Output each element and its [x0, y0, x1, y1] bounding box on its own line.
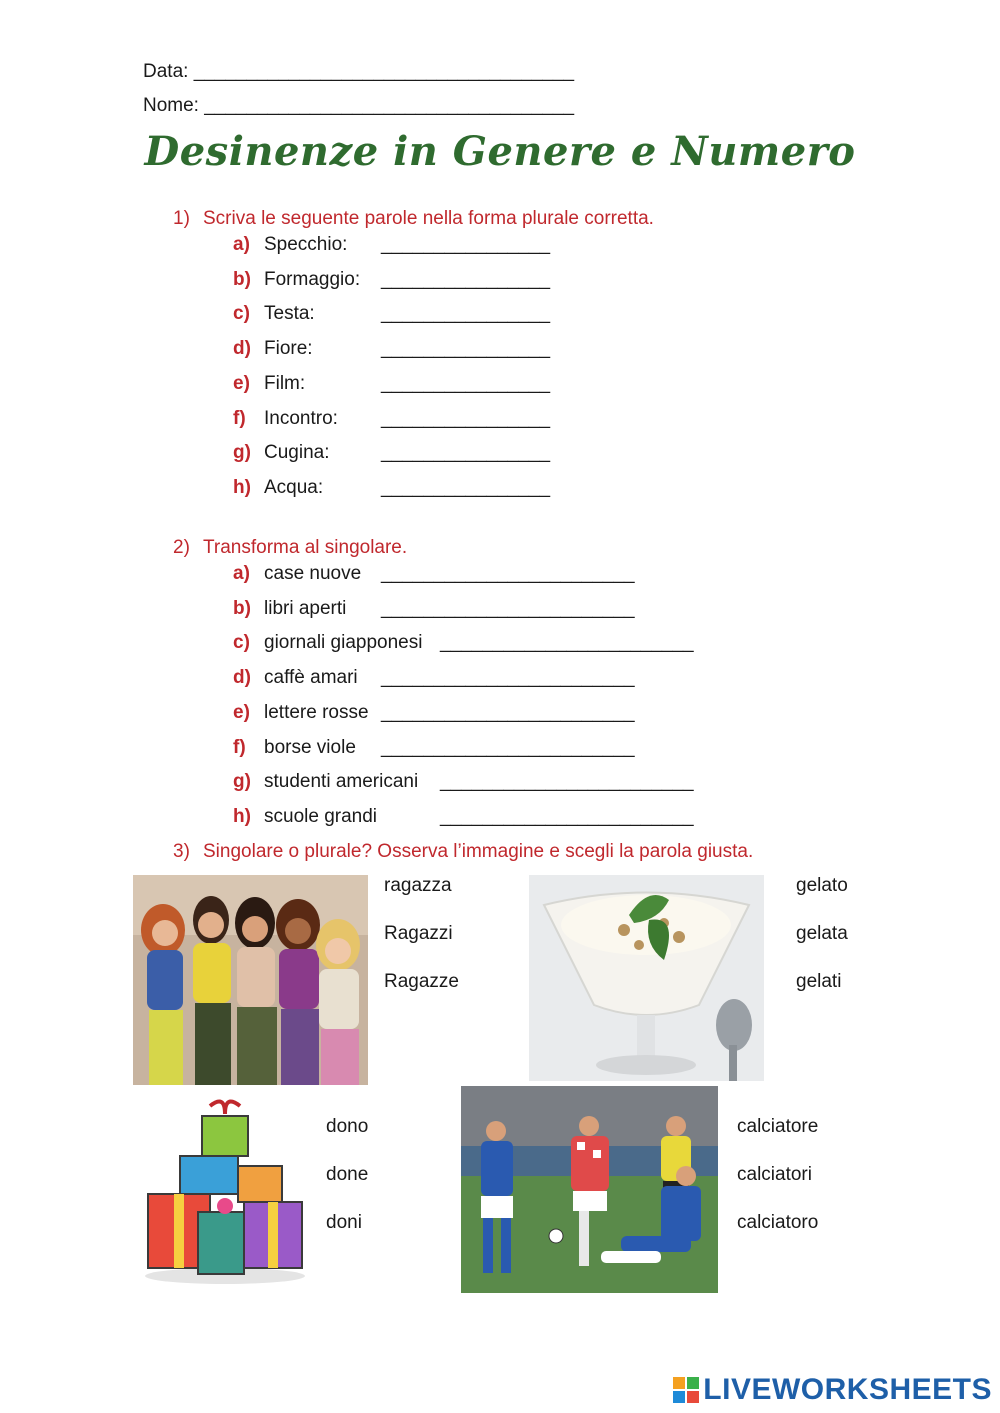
exercise1-item-word: Testa:	[264, 303, 315, 325]
exercise2-item	[233, 806, 793, 832]
exercise2-item	[233, 667, 793, 693]
option-calciatore[interactable]: calciatore	[737, 1116, 819, 1137]
girls-group-photo	[133, 875, 368, 1085]
exercise2-item-letter: a)	[233, 563, 250, 584]
exercise1-item-letter: e)	[233, 372, 250, 394]
exercise2-item-word: studenti americani	[264, 771, 419, 793]
exercise3-text: Singolare o plurale? Osserva l’immagine e scegli la parola giusta.	[203, 841, 754, 862]
exercise2-item	[233, 563, 793, 589]
name-field	[143, 95, 574, 117]
exercise1-item-word: Formaggio:	[264, 268, 361, 290]
exercise2-prompt	[173, 537, 407, 559]
liveworksheets-logo	[673, 1373, 992, 1407]
exercise1-item-letter: h)	[233, 476, 251, 498]
exercise1-answer-blank[interactable]: ________________	[381, 338, 551, 360]
date-field	[143, 61, 574, 83]
exercise1-item-word: Fiore:	[264, 338, 313, 360]
exercise2-item	[233, 771, 793, 797]
girl-3	[235, 897, 277, 1085]
exercise1-item	[233, 373, 793, 399]
exercise1-item	[233, 408, 793, 434]
option-doni[interactable]: doni	[326, 1212, 362, 1233]
exercise1-answer-blank[interactable]: ________________	[381, 303, 551, 325]
exercise1-item-letter: d)	[233, 338, 251, 360]
exercise2-item	[233, 598, 793, 624]
exercise2-item-letter: d)	[233, 667, 251, 689]
exercise1-item-word: Incontro:	[264, 407, 338, 429]
exercise2-item-word: borse viole	[264, 736, 356, 758]
gift-boxes-illustration	[140, 1094, 310, 1286]
exercise2-item-word: lettere rosse	[264, 701, 369, 723]
exercise1-answer-blank[interactable]: ________________	[381, 442, 551, 464]
exercise2-item	[233, 702, 793, 728]
exercise1-item	[233, 303, 793, 329]
exercise2-item-letter: e)	[233, 701, 250, 723]
exercise2-answer-blank[interactable]: ________________________	[440, 632, 694, 654]
exercise2-item-word: caffè amari	[264, 667, 358, 689]
exercise1-answer-blank[interactable]: ________________	[381, 372, 551, 394]
exercise3-number: 3)	[173, 841, 190, 862]
logo-text: LIVEWORKSHEETS	[703, 1373, 992, 1406]
exercise1-item	[233, 234, 793, 260]
exercise2-item-letter: b)	[233, 597, 251, 619]
exercise1-answer-blank[interactable]: ________________	[381, 234, 551, 255]
girl-4	[276, 899, 320, 1085]
option-gelati[interactable]: gelati	[796, 971, 842, 992]
option-calciatoro[interactable]: calciatoro	[737, 1212, 819, 1233]
name-label: Nome:	[143, 95, 199, 116]
option-calciatori[interactable]: calciatori	[737, 1164, 812, 1185]
exercise2-answer-blank[interactable]: ________________________	[440, 771, 694, 793]
option-ragazzi[interactable]: Ragazzi	[384, 923, 453, 944]
option-ragazza[interactable]: ragazza	[384, 875, 452, 896]
exercise1-item	[233, 442, 793, 468]
exercise1-item-word: Acqua:	[264, 476, 324, 498]
exercise2-item-word: scuole grandi	[264, 805, 378, 827]
exercise1-item-letter: g)	[233, 442, 251, 464]
exercise2-item-word: giornali giapponesi	[264, 632, 423, 654]
exercise1-item	[233, 338, 793, 364]
exercise1-item-word: Specchio:	[264, 234, 348, 255]
exercise2-answer-blank[interactable]: ________________________	[381, 701, 635, 723]
girl-2	[193, 896, 231, 1085]
exercise2-text: Transforma al singolare.	[203, 537, 408, 558]
date-label: Data:	[143, 61, 189, 82]
girl-5	[316, 919, 360, 1085]
exercise1-answer-blank[interactable]: ________________	[381, 268, 551, 290]
exercise1-number: 1)	[173, 208, 190, 229]
exercise1-answer-blank[interactable]: ________________	[381, 407, 551, 429]
exercise2-item	[233, 737, 793, 763]
exercise1-prompt	[173, 208, 654, 230]
exercise2-item-letter: g)	[233, 771, 251, 793]
exercise2-item-letter: c)	[233, 632, 250, 654]
exercise2-answer-blank[interactable]: ________________________	[381, 563, 635, 584]
exercise2-item	[233, 632, 793, 658]
exercise3-prompt	[173, 841, 753, 863]
exercise1-item	[233, 477, 793, 503]
exercise1-text: Scriva le seguente parole nella forma plurale corretta.	[203, 208, 654, 229]
logo-badge-icon	[673, 1377, 699, 1403]
exercise2-item-letter: f)	[233, 736, 246, 758]
exercise2-answer-blank[interactable]: ________________________	[381, 736, 635, 758]
page-title: Desinenze in Genere e Numero	[144, 128, 856, 175]
option-ragazze[interactable]: Ragazze	[384, 971, 459, 992]
exercise1-answer-blank[interactable]: ________________	[381, 476, 551, 498]
option-done[interactable]: done	[326, 1164, 369, 1185]
ice-cream-cup-photo	[529, 875, 764, 1081]
exercise1-item-letter: a)	[233, 234, 250, 255]
exercise2-answer-blank[interactable]: ________________________	[381, 597, 635, 619]
exercise1-item-letter: c)	[233, 303, 250, 325]
exercise2-answer-blank[interactable]: ________________________	[381, 667, 635, 689]
exercise1-item-letter: b)	[233, 268, 251, 290]
option-dono[interactable]: dono	[326, 1116, 369, 1137]
date-line[interactable]: ____________________________________	[193, 61, 575, 82]
exercise2-item-letter: h)	[233, 805, 251, 827]
exercise2-item-word: case nuove	[264, 563, 362, 584]
exercise1-item	[233, 269, 793, 295]
exercise2-item-word: libri aperti	[264, 597, 347, 619]
option-gelata[interactable]: gelata	[796, 923, 848, 944]
exercise1-item-word: Film:	[264, 372, 306, 394]
exercise2-answer-blank[interactable]: ________________________	[440, 805, 694, 827]
exercise1-item-word: Cugina:	[264, 442, 330, 464]
name-line[interactable]: ___________________________________	[204, 95, 575, 116]
exercise2-number: 2)	[173, 537, 190, 558]
exercise1-item-letter: f)	[233, 407, 246, 429]
option-gelato[interactable]: gelato	[796, 875, 848, 896]
football-players-photo	[461, 1086, 718, 1293]
